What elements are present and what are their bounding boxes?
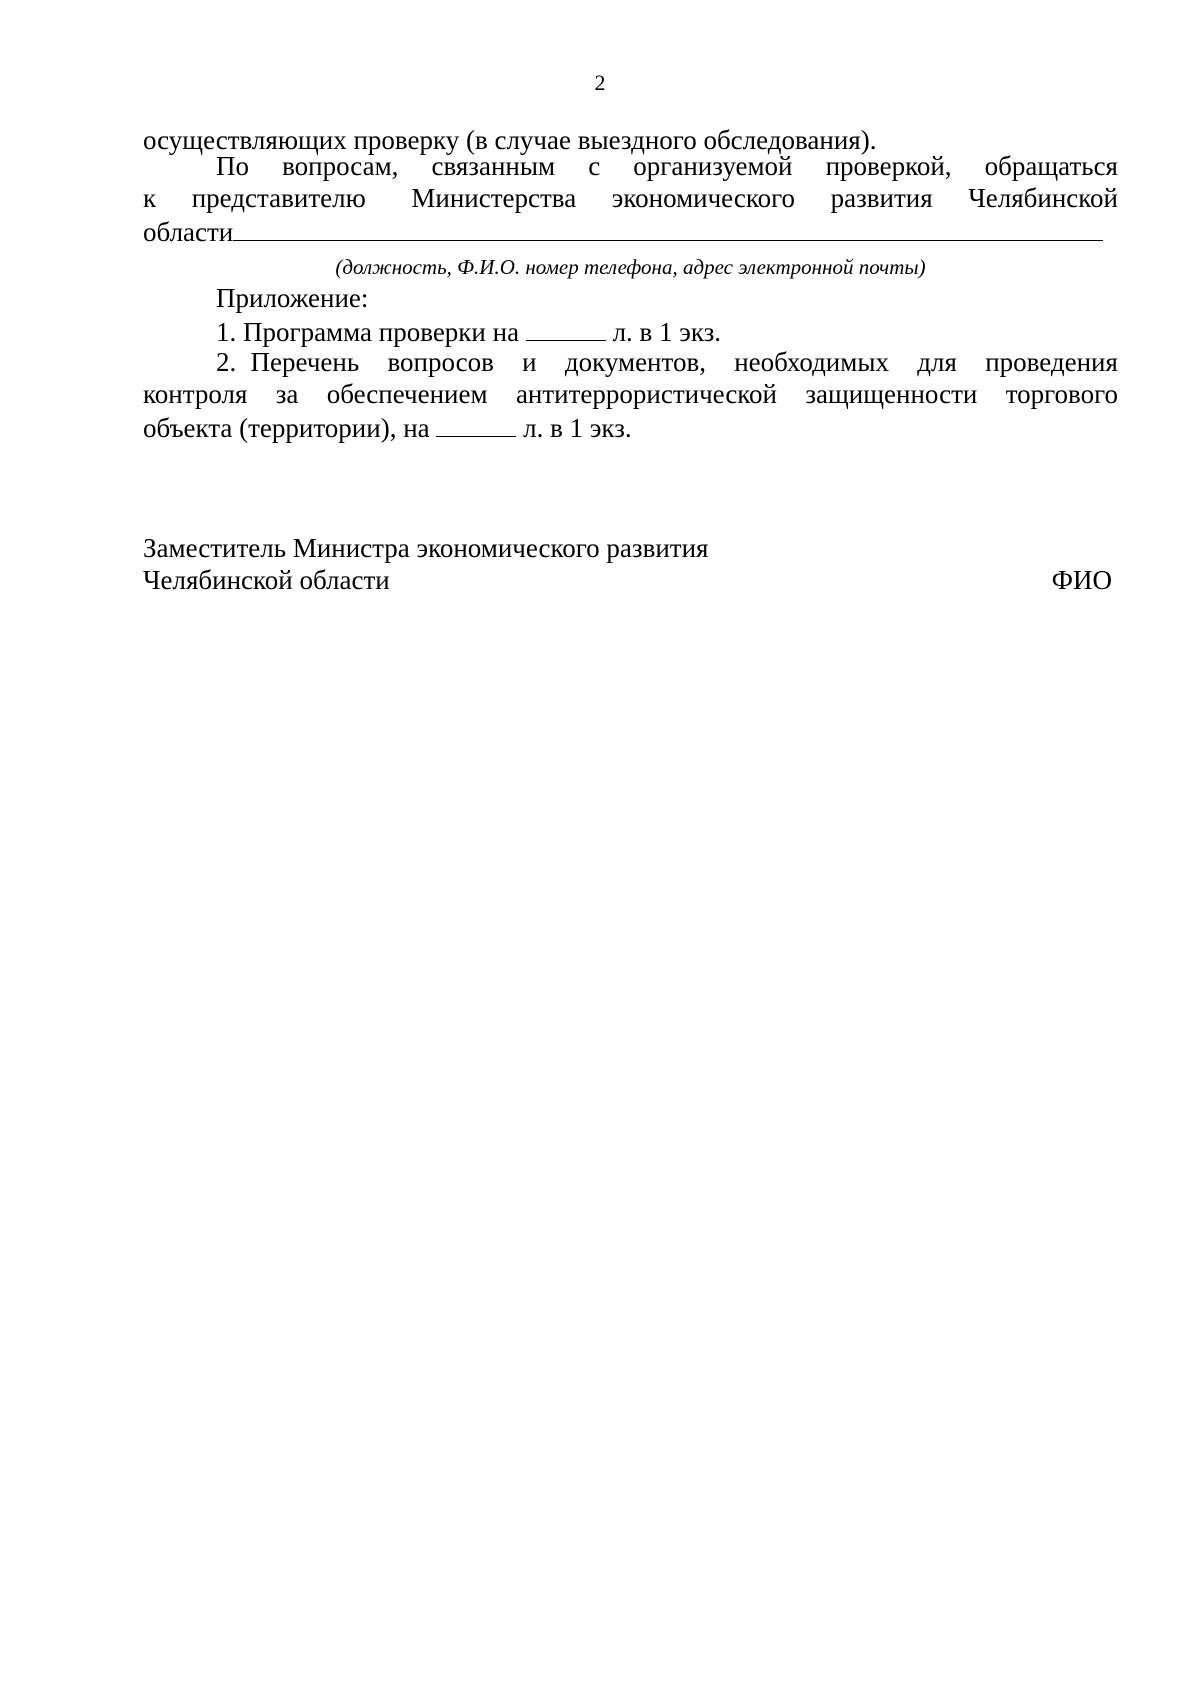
attachment-2-blank: [436, 410, 516, 437]
word: для: [917, 347, 957, 377]
attachment-1-prefix: 1. Программа проверки на: [216, 317, 520, 347]
word: проведения: [985, 347, 1118, 377]
word: обеспечением: [326, 379, 488, 409]
word: и: [522, 347, 537, 377]
attachment-2-prefix: объекта (территории), на: [143, 413, 430, 443]
signature-row: [143, 564, 1118, 596]
word: контроля: [143, 379, 248, 409]
word: документов,: [564, 347, 706, 377]
contact-paragraph-line-3: [143, 214, 1118, 248]
contact-blank-line: [233, 214, 1103, 241]
attachment-item-2-line-3: [143, 410, 1118, 444]
attachment-1-suffix: л. в 1 экз.: [612, 317, 722, 347]
word: По: [216, 151, 249, 181]
contact-label: области: [143, 217, 234, 247]
attachment-1-blank: [526, 314, 606, 341]
word: за: [275, 379, 299, 409]
attachments-title: Приложение:: [216, 283, 369, 313]
signature-position-line-1: Заместитель Министра экономического развития: [143, 533, 709, 563]
signatory-name: ФИО: [1051, 565, 1112, 595]
attachment-item-1: [143, 314, 1191, 348]
word: вопросов: [387, 347, 494, 377]
word: вопросам,: [282, 151, 399, 181]
paragraph-line-1: осуществляющих проверку (в случае выездного обследования).: [143, 125, 877, 155]
word: обращаться: [984, 151, 1118, 181]
word: защищенности: [805, 379, 978, 409]
word: экономического: [611, 183, 795, 213]
word: представителю: [191, 183, 366, 213]
word: проверкой,: [825, 151, 952, 181]
contact-paragraph-line-1: [216, 150, 1118, 182]
word: организуемой: [633, 151, 793, 181]
word: Министерства: [411, 183, 577, 213]
attachment-2-suffix: л. в 1 экз.: [523, 413, 632, 443]
attachment-item-2-line-2: [143, 378, 1118, 410]
contact-paragraph-line-2: [143, 182, 1118, 214]
word: 2.: [216, 347, 237, 377]
word: с: [588, 151, 601, 181]
page-number: 2: [594, 70, 606, 95]
word: к: [143, 183, 157, 213]
word: антитеррористической: [515, 379, 777, 409]
attachment-item-2-line-1: [216, 346, 1118, 378]
word: необходимых: [734, 347, 889, 377]
word: Перечень: [250, 347, 360, 377]
word: развития: [830, 183, 933, 213]
signature-position-line-2: Челябинской области: [143, 565, 390, 595]
word: связанным: [431, 151, 556, 181]
word: Челябинской: [968, 183, 1118, 213]
contact-hint: (должность, Ф.И.О. номер телефона, адрес электронной почты): [335, 255, 926, 279]
word: торгового: [1005, 379, 1118, 409]
